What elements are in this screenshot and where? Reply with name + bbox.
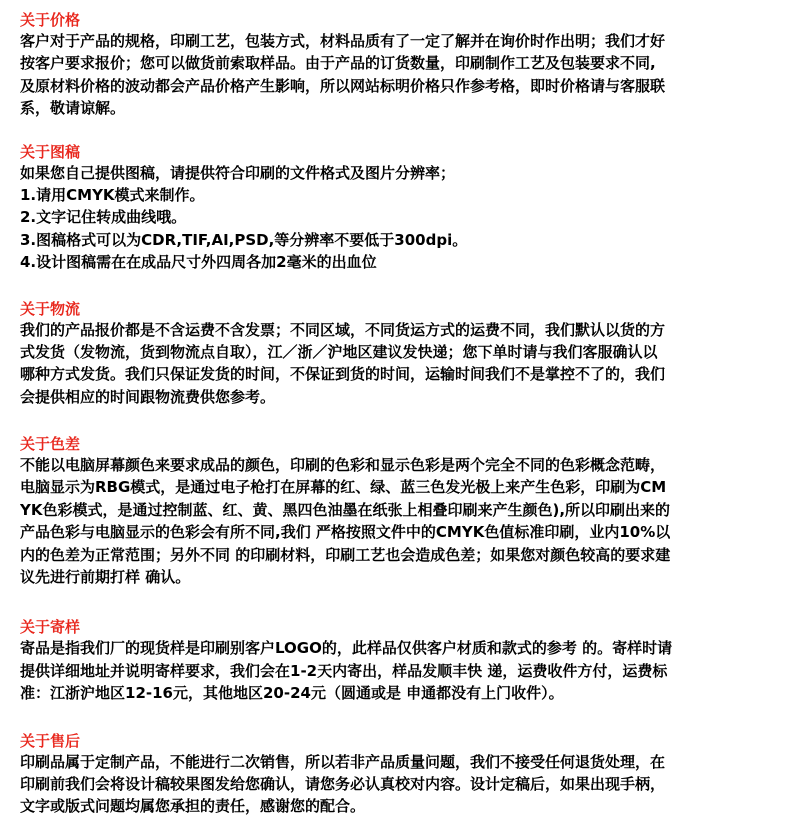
paragraph-line: 印刷品属于定制产品，不能进行二次销售，所以若非产品质量问题，我们不接受任何退货处理，在 [20, 752, 666, 771]
section-title: 关于色差 [20, 435, 81, 454]
paragraph-line: 按客户要求报价；您可以做货前索取样品。由于产品的订货数量，印刷制作工艺及包装要求不同, [20, 54, 656, 73]
paragraph-line: 客户对于产品的规格，印刷工艺，包装方式，材料品质有了一定了解并在询价时作出明；我们才好 [20, 32, 666, 50]
section-title: 关于寄样 [20, 618, 81, 637]
paragraph-line: 文字或版式问题均属您承担的责任，感谢您的配合。 [20, 797, 366, 816]
paragraph-line: 哪种方式发货。我们只保证发货的时间，不保证到货的时间，运输时间我们不是掌控不了的，我们 [20, 365, 666, 384]
notice-document [20, 10, 782, 818]
section-title: 关于物流 [20, 299, 81, 318]
paragraph-line: YK色彩模式，是通过控制蓝、红、黄、黑四色油墨在纸张上相叠印刷来产生颜色),所以印刷出来的 [20, 500, 671, 519]
paragraph-line: 议先进行前期打样 确认。 [20, 568, 191, 587]
section-logistics [20, 299, 782, 409]
paragraph-line: 及原材料价格的波动都会产品价格产生影响，所以网站标明价格只作参考格，即时价格请与客服联 [20, 76, 666, 95]
paragraph-line: 不能以电脑屏幕颜色来要求成品的颜色，印刷的色彩和显示色彩是两个完全不同的色彩概念范畴， [20, 456, 666, 475]
paragraph-line: 印刷前我们会将设计稿较果图发给您确认，请您务必认真校对内容。设计定稿后，如果出现手柄， [20, 774, 666, 793]
paragraph-line: 电脑显示为RBG模式，是通过电子枪打在屏幕的红、绿、蓝三色发光极上来产生色彩，印刷为CM [20, 478, 667, 497]
section-title: 关于图稿 [20, 142, 81, 161]
paragraph-line: 会提供相应的时间跟物流费供您参考。 [20, 387, 276, 406]
paragraph-line: 产品色彩与电脑显示的色彩会有所不同,我们 严格按照文件中的CMYK色值标准印刷，业内10%以 [20, 523, 671, 542]
paragraph-line: 提供详细地址并说明寄样要求，我们会在1-2天内寄出，样品发顺丰快 递，运费收件方付，运费标 [20, 661, 668, 680]
section-after-sales [20, 731, 782, 818]
paragraph-line: 准：江浙沪地区12-16元，其他地区20-24元（圆通或是 申通都没有上门收件）。 [20, 684, 564, 703]
section-gap [20, 120, 782, 142]
paragraph-line: 式发货（发物流，货到物流点自取），江／浙／沪地区建议发快递；您下单时请与我们客服确认以 [20, 342, 658, 361]
section-gap [20, 588, 782, 617]
section-title: 关于售后 [20, 731, 81, 750]
section-pricing [20, 10, 782, 120]
paragraph-line: 3.图稿格式可以为CDR,TIF,AI,PSD,等分辨率不要低于300dpi。 [20, 230, 468, 249]
paragraph-line: 如果您自己提供图稿，请提供符合印刷的文件格式及图片分辨率； [20, 163, 456, 182]
paragraph-line: 我们的产品报价都是不含运费不含发票；不同区域，不同货运方式的运费不同，我们默认以货的方 [20, 320, 666, 339]
section-gap [20, 274, 782, 299]
paragraph-line: 2.文字记住转成曲线哦。 [20, 208, 187, 227]
paragraph-line: 4.设计图稿需在在成品尺寸外四周各加2毫米的出血位 [20, 253, 377, 272]
section-title: 关于价格 [20, 11, 81, 29]
paragraph-line: 内的色差为正常范围；另外不同 的印刷材料，印刷工艺也会造成色差；如果您对颜色较高的要求建 [20, 545, 671, 564]
section-color-difference [20, 434, 782, 588]
section-gap [20, 705, 782, 731]
paragraph-line: 系，敬请谅解。 [20, 99, 126, 118]
section-artwork [20, 142, 782, 274]
paragraph-line: 寄品是指我们厂的现货样是印刷别客户LOGO的，此样品仅供客户材质和款式的参考 的。寄样时请 [20, 639, 673, 658]
paragraph-line: 1.请用CMYK模式来制作。 [20, 185, 205, 204]
section-samples [20, 617, 782, 704]
section-gap [20, 408, 782, 434]
